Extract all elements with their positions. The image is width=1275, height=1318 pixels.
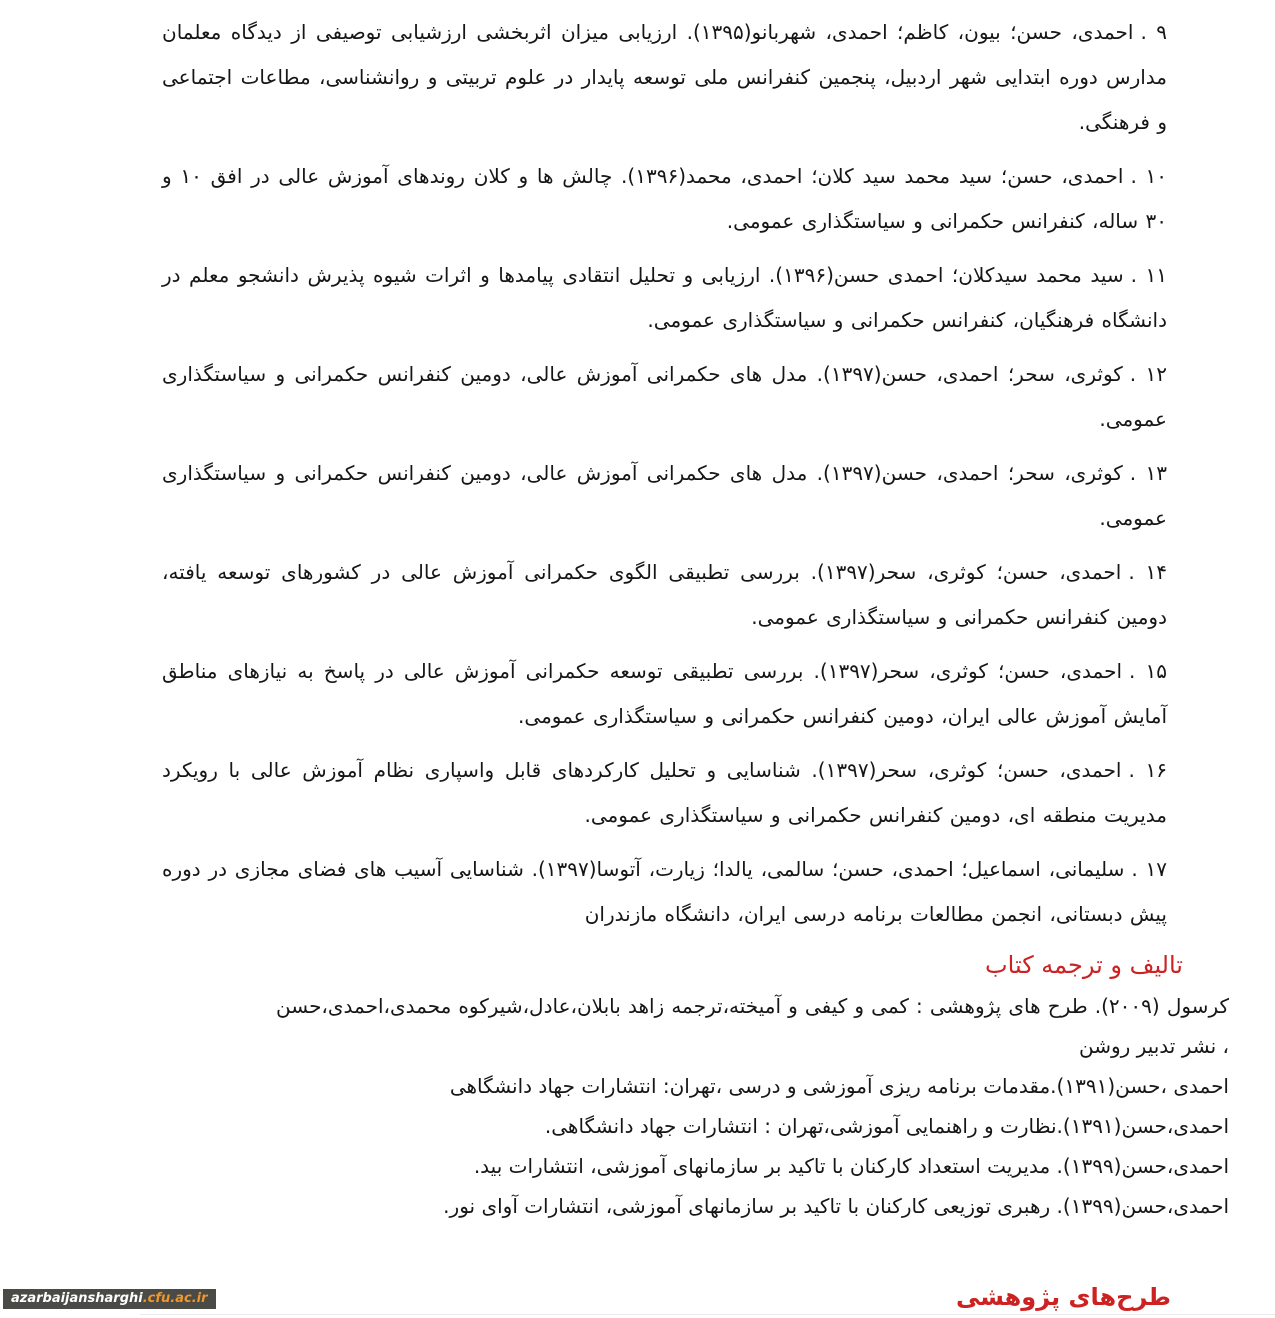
- watermark-domain: .cfu.ac.ir: [142, 1291, 208, 1306]
- publication-text: احمدی، حسن؛ کوثری، سحر(۱۳۹۷). بررسی تطبیقی الگوی حکمرانی آموزش عالی در کشورهای توسعه یافته، دومین کنفرانس حکمرانی و سیاستگذاری عمومی.: [162, 560, 1167, 629]
- publication-item-15: [162, 649, 1167, 739]
- publication-text: سید محمد سیدکلان؛ احمدی حسن(۱۳۹۶). ارزیابی و تحلیل انتقادی پیامدها و اثرات شیوه پذیرش دانشجو معلم در دانشگاه فرهنگیان، کنفرانس حکمرانی و سیاستگذاری عمومی.: [162, 263, 1167, 332]
- book-entry: احمدی،حسن(۱۳۹۱).نظارت و راهنمایی آموزشی،تهران : انتشارات جهاد دانشگاهی.: [544, 1114, 1229, 1138]
- publication-text: احمدی، حسن؛ کوثری، سحر(۱۳۹۷). بررسی تطبیقی توسعه حکمرانی آموزش عالی در پاسخ به نیازهای مناطق آمایش آموزش عالی ایران، دومین کنفرانس حکمرانی و سیاستگذاری عمومی.: [162, 659, 1167, 728]
- books-list: [0, 982, 1275, 1226]
- publication-number: ۱۴ .: [1128, 560, 1168, 584]
- publication-number: ۱۷ .: [1131, 857, 1167, 881]
- book-entry: احمدی ،حسن(۱۳۹۱).مقدمات برنامه ریزی آموزشی و درسی ،تهران: انتشارات جهاد دانشگاهی: [449, 1074, 1229, 1098]
- publication-item-14: [162, 550, 1167, 640]
- book-entry: احمدی،حسن(۱۳۹۹). رهبری توزیعی کارکنان با تاکید بر سازمانهای آموزشی، انتشارات آوای نور.: [443, 1194, 1229, 1218]
- publication-item-12: [162, 352, 1167, 442]
- publication-item-10: [162, 154, 1167, 244]
- watermark-site-name: azarbaijansharghi: [11, 1291, 143, 1306]
- publication-item-13: [162, 451, 1167, 541]
- publication-text: احمدی، حسن؛ سید محمد سید کلان؛ احمدی، محمد(۱۳۹۶). چالش ها و کلان روندهای آموزش عالی در افق ۱۰ و ۳۰ ساله، کنفرانس حکمرانی و سیاستگذاری عمومی.: [162, 164, 1167, 233]
- publication-number: ۱۲ .: [1129, 362, 1167, 386]
- publication-number: ۹ .: [1140, 20, 1167, 44]
- publication-item-17: [162, 847, 1167, 937]
- publication-number: ۱۵ .: [1129, 659, 1168, 683]
- publication-number: ۱۶ .: [1128, 758, 1168, 782]
- page-bottom-divider: [140, 1314, 1275, 1315]
- publication-text: کوثری، سحر؛ احمدی، حسن(۱۳۹۷). مدل های حکمرانی آموزش عالی، دومین کنفرانس حکمرانی و سیاستگذاری عمومی.: [162, 461, 1167, 530]
- book-entry: احمدی،حسن(۱۳۹۹). مدیریت استعداد کارکنان با تاکید بر سازمانهای آموزشی، انتشارات بید.: [473, 1154, 1229, 1178]
- book-entry: کرسول (۲۰۰۹). طرح های پژوهشی : کمی و کیفی و آمیخته،ترجمه زاهد بابلان،عادل،شیرکوه محمدی،احمدی،حسن ، نشر تدبیر روشن: [276, 994, 1229, 1058]
- publication-text: احمدی، حسن؛ کوثری، سحر(۱۳۹۷). شناسایی و تحلیل کارکردهای قابل واسپاری نظام آموزش عالی با رویکرد مدیریت منطقه ای، دومین کنفرانس حکمرانی و سیاستگذاری عمومی.: [162, 758, 1167, 827]
- publication-number: ۱۳ .: [1129, 461, 1167, 485]
- books-section-heading: تالیف و ترجمه کتاب: [985, 951, 1183, 979]
- publication-item-9: [162, 10, 1167, 145]
- publication-number: ۱۰ .: [1130, 164, 1167, 188]
- publication-item-11: [162, 253, 1167, 343]
- publication-text: سلیمانی، اسماعیل؛ احمدی، حسن؛ سالمی، یالدا؛ زیارت، آتوسا(۱۳۹۷). شناسایی آسیب های فضای مجازی در دوره پیش دبستانی، انجمن مطالعات برنامه درسی ایران، دانشگاه مازندران: [162, 857, 1167, 926]
- research-projects-heading: طرح‌های پژوهشی: [955, 1283, 1171, 1311]
- publication-item-16: [162, 748, 1167, 838]
- site-watermark: [3, 1289, 216, 1309]
- publication-text: کوثری، سحر؛ احمدی، حسن(۱۳۹۷). مدل های حکمرانی آموزش عالی، دومین کنفرانس حکمرانی و سیاستگذاری عمومی.: [162, 362, 1167, 431]
- publication-number: ۱۱ .: [1130, 263, 1168, 287]
- publication-text: احمدی، حسن؛ بیون، کاظم؛ احمدی، شهربانو(۱۳۹۵). ارزیابی میزان اثربخشی ارزشیابی توصیفی از دیدگاه معلمان مدارس دوره ابتدایی شهر اردبیل، پنجمین کنفرانس ملی توسعه پایدار در علوم تربیتی و روانشناسی، مطاعات اجتماعی و فرهنگی.: [162, 20, 1167, 134]
